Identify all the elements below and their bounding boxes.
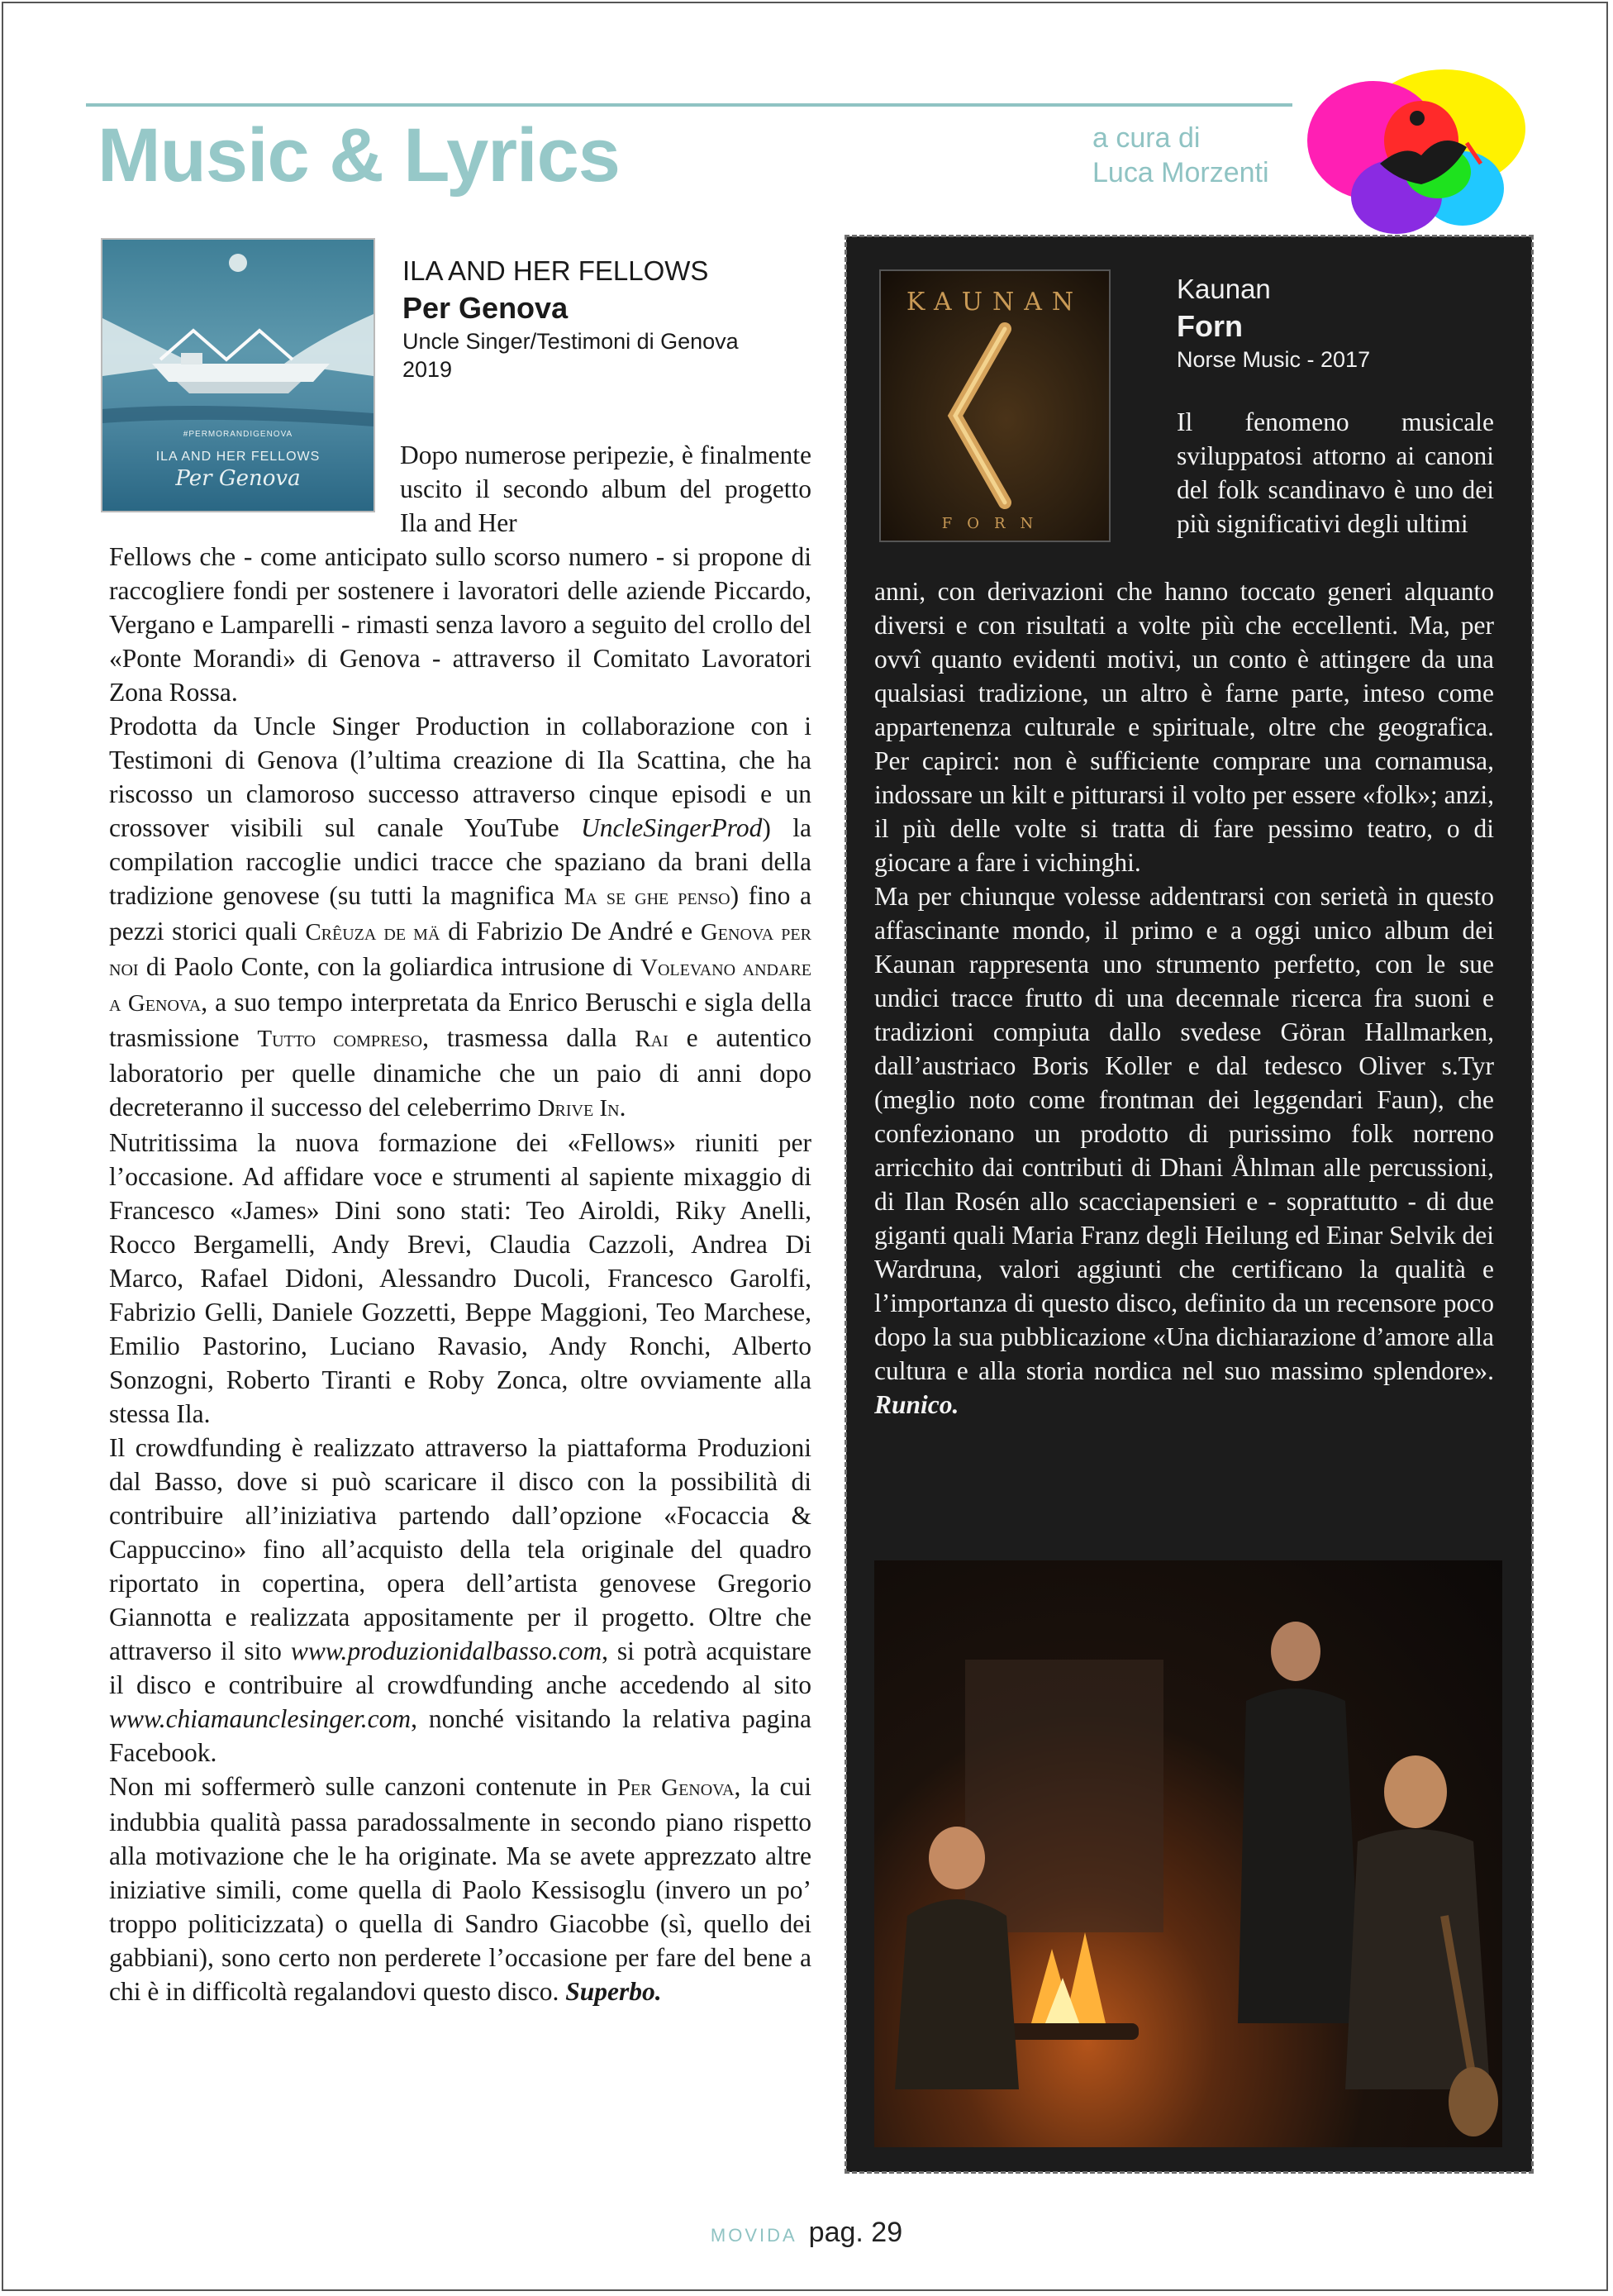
editor-credit: [1092, 121, 1269, 190]
cover-band: ILA AND HER FELLOWS: [155, 450, 321, 464]
left-album-meta: [402, 253, 739, 383]
left-paragraph: Fellows che - come anticipato sullo scorso numero - si propone di raccogliere fondi per sostenere i lavoratori delle aziende Piccardo, Vergano e Lamparelli - rimasti senza lavoro a seguito del crollo del «Ponte Morandi» di Genova - attraverso il Comitato Lavoratori Zona Rossa.: [109, 542, 811, 707]
left-paragraph: Prodotta da Uncle Singer Production in collaborazione con i Testimoni di Genova (l’ultima creazione di Ila Scattina, che ha riscosso un clamoroso successo attraverso cinque episodi e un crossover visibili sul canale YouTube UncleSingerProd) la compilation raccoglie undici tracce che spaziano da brani della tradizione genovese (su tutti la magnifica Ma se ghe penso) fino a pezzi storici quali Crêuza de mä di Fabrizio De André e Genova per noi di Paolo Conte, con la goliardica intrusione di Volevano andare a Genova, a suo tempo interpretata da Enrico Beruschi e sigla della trasmissione Tutto compreso, trasmessa dalla Rai e autentico laboratorio per quelle dinamiche che un paio di anni dopo decreteranno il successo del celeberrimo Drive In.: [109, 712, 811, 1122]
album-reference: Per Genova: [616, 1774, 735, 1801]
song-title: Genova per noi: [109, 919, 811, 981]
right-intro-text: Il fenomeno musicale sviluppatosi attorno ai canoni del folk scandinavo è uno dei più significativi degli ultimi: [1177, 407, 1494, 538]
left-paragraph: Nutritissima la nuova formazione dei «Fellows» riuniti per l’occasione. Ad affidare voce e strumenti al sapiente mixaggio di Francesco «James» Dini sono stati: Teo Airoldi, Riky Anelli, Rocco Bergamelli, Andy Brevi, Claudia Cazzoli, Andrea Di Marco, Rafael Didoni, Alessandro Ducoli, Francesco Garolfi, Fabrizio Gelli, Daniele Gozzetti, Beppe Maggioni, Teo Marchese, Emilio Pastorino, Luciano Ravasio, Andy Ronchi, Alberto Sonzogni, Roberto Tiranti e Roby Zonca, oltre ovviamente alla stessa Ila.: [109, 1128, 811, 1428]
youtube-channel: UncleSingerProd: [581, 813, 763, 842]
right-album-title: Forn: [1177, 309, 1243, 343]
song-title: Volevano andare a Genova: [109, 955, 811, 1017]
album-cover-per-genova: [101, 238, 375, 512]
credit-editor: Luca Morzenti: [1092, 157, 1269, 188]
left-intro-text: Dopo numerose peripezie, è finalmente uscito il secondo album del progetto Ila and Her: [400, 441, 811, 537]
right-label: Norse Music - 2017: [1177, 347, 1371, 372]
left-year: 2019: [402, 357, 453, 382]
left-album-title: Per Genova: [402, 291, 569, 325]
album-cover-forn: [879, 269, 1111, 542]
left-artist: ILA AND HER FELLOWS: [402, 255, 709, 286]
right-artist: Kaunan: [1177, 274, 1271, 304]
left-verdict: Superbo.: [565, 1977, 662, 2006]
left-paragraph: Non mi soffermerò sulle canzoni contenute in Per Genova, la cui indubbia qualità passa paradossalmente in secondo piano rispetto alla motivazione che le ha originate. Ma se avete apprezzato altre iniziative simili, come quella di Paolo Kessisoglu (invero un po’ troppo politicizzata) o quella di Sandro Giacobbe (sì, quello dei gabbiani), sono certo non perderete l’occasione per fare del bene a chi è in difficoltà regalandovi questo disco. Superbo.: [109, 1772, 811, 2006]
band-photo: [874, 1560, 1502, 2147]
song-title: Ma se ghe penso: [564, 884, 730, 910]
page-number: pag. 29: [808, 2217, 903, 2248]
broadcaster: Rai: [635, 1026, 669, 1052]
magazine-brand: MOVIDA: [710, 2225, 797, 2246]
show-title: Drive In: [537, 1095, 620, 1122]
right-paragraph: anni, con derivazioni che hanno toccato generi alquanto diversi e con risultati a volte più che eccellenti. Ma, per ovvî quanto evidenti motivi, un conto è attingere da una qualsiasi tradizione, un altro è farne parte, inteso come appartenenza culturale e spirituale, oltre che geografica. Per capirci: non è sufficiente comprare una cornamusa, indossare un kilt e pitturarsi il volto per essere «folk»; anzi, il più delle volte si tratta di fare pessimo teatro, o di giocare a fare i vichinghi.: [874, 577, 1494, 877]
cover-band: KAUNAN: [906, 288, 1084, 317]
website-link[interactable]: www.produzionidalbasso.com: [290, 1636, 602, 1665]
cover-title: Per Genova: [175, 466, 301, 491]
band-photo-scene: [874, 1560, 1502, 2147]
right-album-meta: [1177, 271, 1370, 374]
website-link[interactable]: www.chiamaunclesinger.com: [109, 1704, 412, 1733]
section-title: Music & Lyrics: [98, 113, 620, 198]
left-review-body: [109, 540, 811, 2008]
song-title: Crêuza de mä: [305, 919, 440, 946]
right-verdict: Runico.: [874, 1390, 959, 1419]
left-paragraph: Il crowdfunding è realizzato attraverso la piattaforma Produzioni dal Basso, dove si può scaricare il disco con la possibilità di contribuire all’iniziativa partendo dall’opzione «Focaccia & Cappuccino» fino all’acquisto della tela originale del quadro riportato in copertina, opera dell’artista genovese Gregorio Giannotta e realizzata appositamente per il progetto. Oltre che attraverso il sito www.produzionidalbasso.com, si potrà acquistare il disco e contribuire al crowdfunding anche accedendo al sito www.chiamaunclesinger.com, nonché visitando la relativa pagina Facebook.: [109, 1433, 811, 1767]
right-paragraph: Ma per chiunque volesse addentrarsi con serietà in questo affascinante mondo, il primo e a oggi unico album dei Kaunan rappresenta uno strumento perfetto, con le sue undici tracce frutto di una decennale ricerca fra suoni e tradizioni compiuta dallo svedese Göran Hallmarken, dall’austriaco Boris Koller e dal tedesco Oliver s.Tyr (meglio noto come frontman dei leggendari Faun), che confezionano un prodotto di purissimo folk norreno arricchito dai contributi di Dhani Åhlman alle percussioni, di Ilan Rosén allo scacciapensieri e - soprattutto - di due giganti quali Maria Franz degli Heilung ed Einar Selvik dei Wardruna, valori aggiunti che certificano la qualità e l’importanza di questo disco, definito da un recensore poco dopo la sua pubblicazione «Una dichiarazione d’amore alla cultura e alla storia nordica nel suo massimo splendore». Runico.: [874, 882, 1494, 1419]
cover-title: FORN: [941, 515, 1049, 532]
left-label: Uncle Singer/Testimoni di Genova: [402, 329, 739, 354]
right-review-body: [874, 574, 1494, 1422]
music-lyrics-logo: [1297, 64, 1529, 238]
cover-hashtag: #PERMORANDIGENOVA: [183, 430, 293, 439]
page-footer: [0, 2217, 1613, 2249]
credit-caption: a cura di: [1092, 122, 1201, 154]
show-title: Tutto compreso: [257, 1026, 423, 1052]
